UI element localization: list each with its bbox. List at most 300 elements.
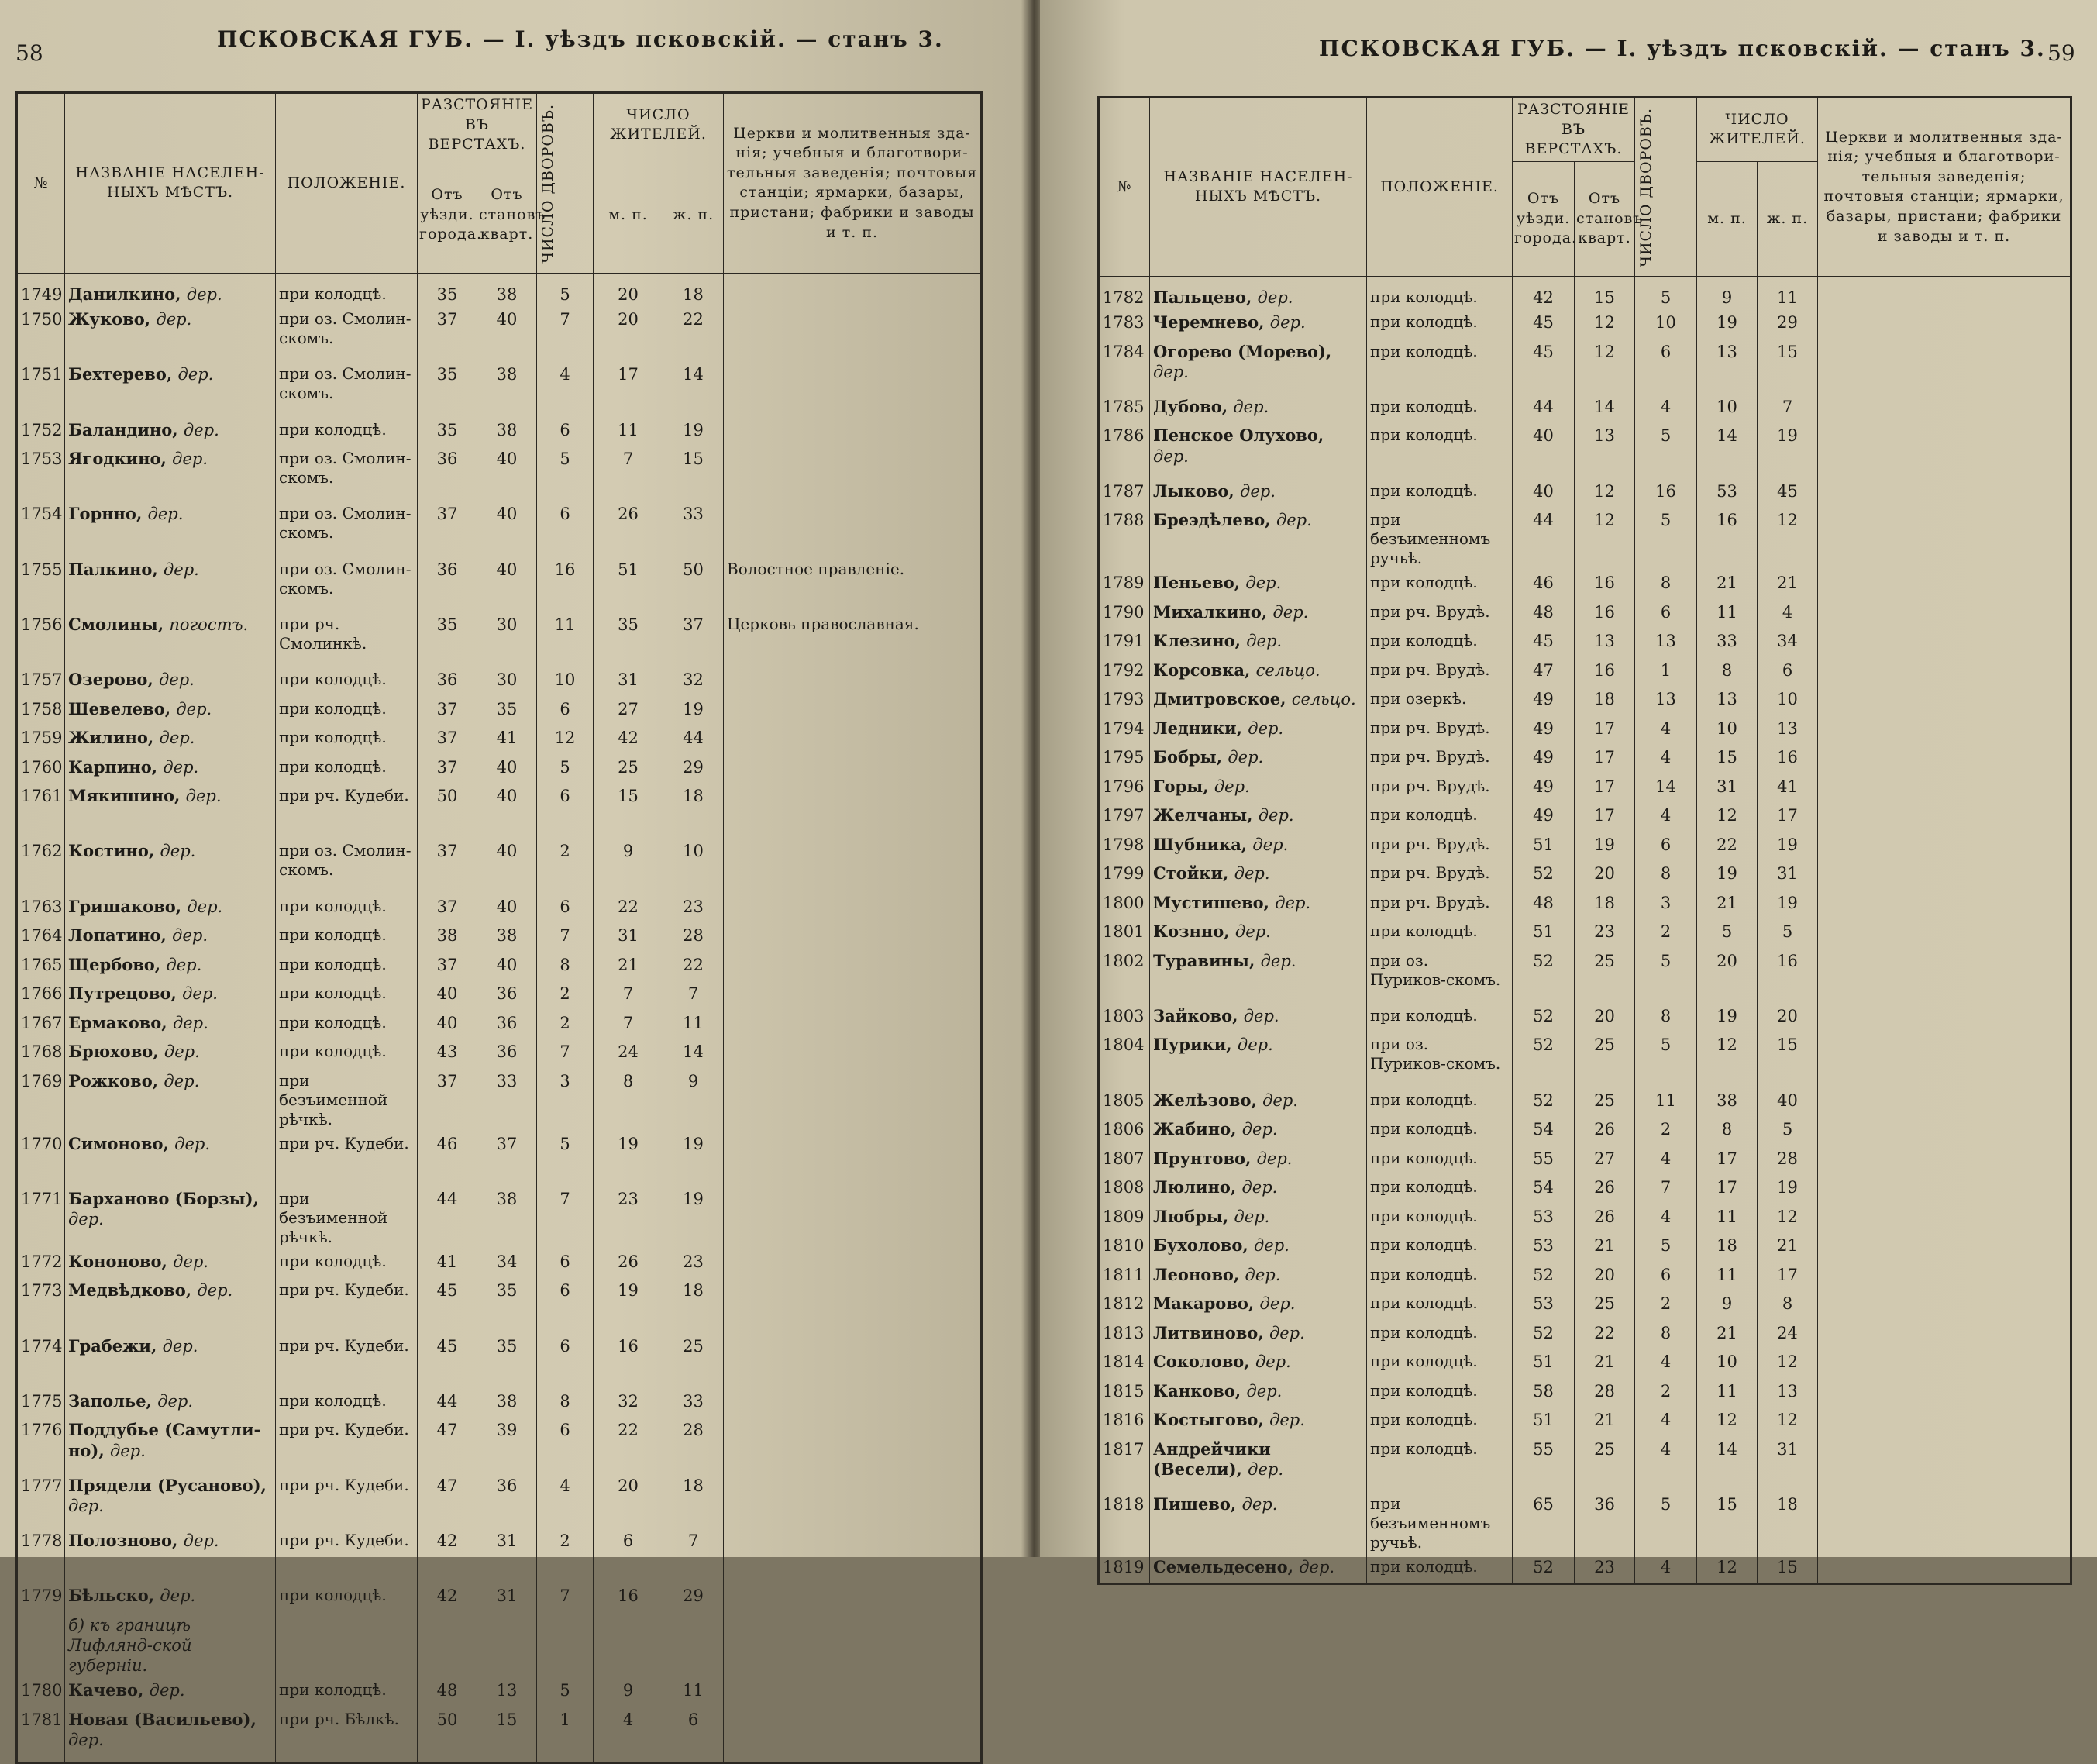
position: при оз. Смолин-скомъ. [276, 446, 418, 501]
female-count: 18 [663, 1278, 724, 1333]
col-female-header: ж. п. [1758, 161, 1818, 276]
settlement-name-text: Пенское Олухово, [1153, 425, 1324, 446]
distance-town: 53 [1513, 1233, 1575, 1263]
distance-town: 49 [1513, 803, 1575, 832]
female-count: 28 [1758, 1146, 1818, 1176]
distance-town: 50 [418, 1707, 477, 1762]
female-count: 8 [1758, 1291, 1818, 1321]
male-count: 27 [594, 697, 663, 726]
col-notes-header: Церкви и молитвенныя зда-нія; учебныя и благотвори-тельныя заведенія; почтовыя станціи; ярмарки, базары, пристани; фабрики и заводы и т. п. [1818, 98, 2071, 277]
notes [724, 362, 982, 417]
settlement-name [1150, 600, 1367, 629]
male-count: 13 [1697, 339, 1758, 394]
distance-stan: 40 [477, 501, 537, 556]
row-number: 1807 [1099, 1146, 1150, 1176]
settlement-name-text: Дмитровское, [1153, 689, 1286, 709]
notes [1818, 1233, 2071, 1263]
row-number: 1751 [17, 362, 65, 417]
distance-town: 49 [1513, 774, 1575, 804]
distance-stan: 25 [1575, 1088, 1635, 1118]
position: при оз. Смолин-скомъ. [276, 557, 418, 612]
male-count: 21 [1697, 570, 1758, 600]
settlement-name-text: Кононово, [68, 1251, 167, 1271]
settlement-kind: дер. [1246, 1381, 1283, 1401]
table-row [1099, 1204, 2071, 1234]
male-count: 26 [594, 501, 663, 556]
settlement-name [1150, 570, 1367, 600]
yards-count: 14 [1635, 774, 1697, 804]
distance-town: 40 [418, 1011, 477, 1040]
position: при оз. Смолин-скомъ. [276, 839, 418, 894]
distance-town: 37 [418, 755, 477, 784]
settlement-kind: дер. [1272, 602, 1309, 622]
settlement-name-text: Андрейчики (Весели), [1153, 1438, 1271, 1479]
settlement-name [65, 273, 276, 307]
position: при рч. Кудеби. [276, 1334, 418, 1389]
male-count: 9 [1697, 1291, 1758, 1321]
settlement-kind: дер. [164, 1071, 200, 1090]
row-number: 1796 [1099, 774, 1150, 804]
yards-count: 3 [537, 1069, 594, 1132]
table-row [1099, 394, 2071, 424]
position: при колодцѣ. [276, 273, 418, 307]
distance-town: 45 [1513, 310, 1575, 339]
distance-town: 52 [1513, 1032, 1575, 1087]
settlement-kind: дер. [1255, 1352, 1291, 1372]
settlement-kind: дер. [1246, 632, 1283, 651]
male-count: 6 [594, 1528, 663, 1583]
male-count: 17 [1697, 1175, 1758, 1204]
male-count: 22 [594, 1418, 663, 1473]
table-row [1099, 774, 2071, 804]
settlement-kind: дер. [149, 1681, 185, 1700]
settlement-kind: дер. [68, 1210, 104, 1229]
notes [1818, 339, 2071, 394]
distance-stan: 26 [1575, 1204, 1635, 1234]
male-count: 11 [1697, 1379, 1758, 1408]
settlement-name [1150, 891, 1367, 920]
notes [1818, 919, 2071, 949]
table-row [17, 1011, 982, 1040]
table-row [1099, 891, 2071, 920]
distance-town: 38 [418, 923, 477, 953]
position: при рч. Врудѣ. [1367, 861, 1513, 891]
position: при рч. Кудеби. [276, 1278, 418, 1333]
distance-stan: 21 [1575, 1349, 1635, 1379]
yards-count: 6 [537, 784, 594, 839]
settlement-name-text: Желѣзово, [1153, 1090, 1257, 1110]
settlement-name-text: Рожково, [68, 1070, 159, 1090]
position: при рч. Врудѣ. [1367, 891, 1513, 920]
position: при рч. Врудѣ. [1367, 600, 1513, 629]
distance-town: 37 [418, 307, 477, 362]
position: при колодцѣ. [276, 667, 418, 697]
settlement-name-text: Леоново, [1153, 1264, 1240, 1284]
settlement-name [1150, 745, 1367, 774]
row-number: 1780 [17, 1678, 65, 1707]
settlement-kind: погостъ. [169, 615, 249, 634]
settlement-name-text: Клезино, [1153, 631, 1241, 651]
yards-count: 1 [1635, 658, 1697, 687]
settlement-name-text: Шевелево, [68, 698, 171, 718]
position: при колодцѣ. [276, 1249, 418, 1279]
settlement-name-text: Медвѣдково, [68, 1280, 192, 1301]
distance-stan: 36 [1575, 1492, 1635, 1555]
settlement-kind: дер. [157, 1391, 194, 1411]
female-count: 29 [1758, 310, 1818, 339]
settlement-name-text: Литвиново, [1153, 1322, 1264, 1342]
distance-town: 52 [1513, 861, 1575, 891]
row-number: 1800 [1099, 891, 1150, 920]
table-row [1099, 1321, 2071, 1350]
settlement-name-text: Желчаны, [1153, 805, 1253, 825]
female-count: 44 [663, 725, 724, 755]
distance-town: 49 [1513, 716, 1575, 746]
settlement-name-text: Стойки, [1153, 863, 1229, 884]
position: при рч. Врудѣ. [1367, 745, 1513, 774]
settlement-name [65, 1069, 276, 1132]
row-number: 1787 [1099, 479, 1150, 508]
female-count: 28 [663, 923, 724, 953]
notes [1818, 1117, 2071, 1146]
distance-stan: 27 [1575, 1146, 1635, 1176]
settlement-name [65, 667, 276, 697]
settlement-name [1150, 1492, 1367, 1555]
settlement-kind: дер. [173, 1252, 208, 1271]
settlement-kind: дер. [174, 1134, 210, 1153]
male-count: 5 [1697, 919, 1758, 949]
table-row [17, 273, 982, 307]
row-number: 1773 [17, 1278, 65, 1333]
table-row [1099, 919, 2071, 949]
row-number: 1770 [17, 1132, 65, 1187]
male-count: 38 [1697, 1088, 1758, 1118]
male-count: 19 [1697, 310, 1758, 339]
row-number: 1817 [1099, 1437, 1150, 1492]
distance-town: 52 [1513, 949, 1575, 1004]
settlement-name [1150, 1321, 1367, 1350]
notes [1818, 629, 2071, 658]
settlement-kind: сельцо. [1255, 660, 1321, 680]
row-number: 1750 [17, 307, 65, 362]
row-number: 1763 [17, 894, 65, 924]
female-count: 15 [1758, 1555, 1818, 1584]
row-number: 1805 [1099, 1088, 1150, 1118]
row-number: 1786 [1099, 423, 1150, 478]
distance-town: 51 [1513, 1349, 1575, 1379]
female-count: 5 [1758, 919, 1818, 949]
distance-town: 52 [1513, 1263, 1575, 1292]
yards-count: 5 [1635, 1492, 1697, 1555]
position: при колодцѣ. [276, 697, 418, 726]
distance-town: 36 [418, 446, 477, 501]
notes [724, 501, 982, 556]
row-number: 1810 [1099, 1233, 1150, 1263]
notes [1818, 1004, 2071, 1033]
distance-stan: 28 [1575, 1379, 1635, 1408]
yards-count: 6 [537, 697, 594, 726]
notes: Волостное правленіе. [724, 557, 982, 612]
distance-stan: 39 [477, 1418, 537, 1473]
settlement-kind: дер. [162, 1336, 198, 1356]
table-row [1099, 1146, 2071, 1176]
position: при рч. Врудѣ. [1367, 716, 1513, 746]
male-count: 8 [1697, 658, 1758, 687]
settlement-name [65, 418, 276, 447]
male-count: 12 [1697, 1407, 1758, 1437]
settlement-name-text: Горнно, [68, 504, 143, 524]
yards-count: 5 [1635, 949, 1697, 1004]
notes [724, 697, 982, 726]
distance-stan: 20 [1575, 1004, 1635, 1033]
distance-stan: 40 [477, 307, 537, 362]
position: при оз. Пуриков-скомъ. [1367, 1032, 1513, 1087]
yards-count: 6 [537, 1249, 594, 1279]
settlement-kind: дер. [177, 365, 214, 384]
female-count: 16 [1758, 745, 1818, 774]
settlement-name [1150, 716, 1367, 746]
distance-stan: 38 [477, 923, 537, 953]
distance-town: 44 [418, 1187, 477, 1249]
table-row [17, 1069, 982, 1132]
yards-count: 8 [1635, 1321, 1697, 1350]
female-count [663, 1613, 724, 1679]
position: при рч. Врудѣ. [1367, 774, 1513, 804]
distance-stan: 23 [1575, 1555, 1635, 1584]
table-row [17, 418, 982, 447]
position: при рч. Кудеби. [276, 1418, 418, 1473]
settlement-kind: дер. [1243, 1006, 1279, 1025]
notes [724, 1418, 982, 1473]
row-number: 1756 [17, 612, 65, 667]
row-number: 1755 [17, 557, 65, 612]
yards-count: 2 [1635, 1379, 1697, 1408]
settlement-name [65, 1389, 276, 1418]
female-count: 33 [663, 1389, 724, 1418]
row-number: 1785 [1099, 394, 1150, 424]
settlement-kind: дер. [1241, 1494, 1278, 1514]
settlements-table [15, 91, 983, 1764]
settlement-name [1150, 861, 1367, 891]
settlement-name [1150, 1088, 1367, 1118]
female-count: 18 [1758, 1492, 1818, 1555]
settlement-name [1150, 1555, 1367, 1584]
yards-count: 2 [1635, 1291, 1697, 1321]
position: при рч. Бѣлкѣ. [276, 1707, 418, 1762]
female-count: 19 [663, 418, 724, 447]
settlement-name [65, 1418, 276, 1473]
notes [1818, 658, 2071, 687]
settlement-name [1150, 310, 1367, 339]
settlement-name-text: Люлино, [1153, 1177, 1237, 1197]
settlement-name-text: Соколово, [1153, 1352, 1250, 1372]
female-count: 6 [663, 1707, 724, 1762]
notes [724, 755, 982, 784]
distance-stan: 12 [1575, 339, 1635, 394]
distance-town: 44 [1513, 508, 1575, 570]
distance-stan: 12 [1575, 310, 1635, 339]
distance-town: 48 [418, 1678, 477, 1707]
settlement-name-text: Бобры, [1153, 747, 1223, 767]
distance-town: 45 [418, 1278, 477, 1333]
yards-count: 6 [537, 501, 594, 556]
row-number: 1768 [17, 1039, 65, 1069]
female-count: 14 [663, 1039, 724, 1069]
col-position-header: ПОЛОЖЕНІЕ. [1367, 98, 1513, 277]
position: при колодцѣ. [276, 1039, 418, 1069]
settlement-name-text: Черемнево, [1153, 312, 1265, 332]
position: при колодцѣ. [1367, 479, 1513, 508]
female-count: 15 [1758, 339, 1818, 394]
position: при колодцѣ. [276, 981, 418, 1011]
row-number: 1758 [17, 697, 65, 726]
female-count: 17 [1758, 1263, 1818, 1292]
settlement-name-text: Мустишево, [1153, 892, 1269, 912]
notes [1818, 1263, 2071, 1292]
yards-count: 7 [537, 1187, 594, 1249]
table-row [17, 1278, 982, 1333]
row-number: 1760 [17, 755, 65, 784]
table-row [17, 1132, 982, 1187]
table-row [1099, 1492, 2071, 1555]
position: при колодцѣ. [276, 1011, 418, 1040]
male-count: 24 [594, 1039, 663, 1069]
female-count: 19 [663, 1187, 724, 1249]
notes [1818, 423, 2071, 478]
row-number: 1789 [1099, 570, 1150, 600]
table-row [17, 1583, 982, 1613]
notes [724, 273, 982, 307]
female-count: 21 [1758, 1233, 1818, 1263]
yards-count: 8 [1635, 1004, 1697, 1033]
settlement-name [1150, 1379, 1367, 1408]
settlement-name [65, 839, 276, 894]
table-row [1099, 1117, 2071, 1146]
notes [1818, 1379, 2071, 1408]
table-row [17, 1528, 982, 1583]
male-count: 19 [1697, 861, 1758, 891]
row-number: 1777 [17, 1473, 65, 1528]
row-number [17, 1613, 65, 1679]
notes [1818, 1349, 2071, 1379]
settlement-name [1150, 1204, 1367, 1234]
notes [724, 1187, 982, 1249]
position: при колодцѣ. [1367, 310, 1513, 339]
distance-town: 54 [1513, 1117, 1575, 1146]
row-number: 1764 [17, 923, 65, 953]
position: при колодцѣ. [1367, 339, 1513, 394]
row-number: 1784 [1099, 339, 1150, 394]
notes [1818, 1146, 2071, 1176]
distance-stan: 30 [477, 667, 537, 697]
notes [1818, 891, 2071, 920]
settlement-name-text: Данилкино, [68, 284, 181, 304]
settlement-name [1150, 479, 1367, 508]
table-row [1099, 832, 2071, 862]
male-count: 14 [1697, 423, 1758, 478]
settlement-name [65, 557, 276, 612]
female-count: 18 [663, 1473, 724, 1528]
distance-stan: 41 [477, 725, 537, 755]
settlement-name-text: Пурики, [1153, 1035, 1232, 1055]
settlement-name [65, 784, 276, 839]
row-number: 1778 [17, 1528, 65, 1583]
position: при колодцѣ. [1367, 423, 1513, 478]
table-row [1099, 1175, 2071, 1204]
row-number: 1808 [1099, 1175, 1150, 1204]
settlement-name [65, 1011, 276, 1040]
female-count: 28 [663, 1418, 724, 1473]
female-count: 24 [1758, 1321, 1818, 1350]
settlement-name [1150, 774, 1367, 804]
settlement-name [65, 362, 276, 417]
settlement-name [65, 446, 276, 501]
female-count: 7 [1758, 394, 1818, 424]
settlement-kind: дер. [164, 1042, 200, 1062]
notes [1818, 508, 2071, 570]
col-distance-header: РАЗСТОЯНІЕ ВЪ ВЕРСТАХЪ. [1513, 98, 1635, 162]
row-number: 1816 [1099, 1407, 1150, 1437]
settlement-kind: дер. [1269, 313, 1306, 332]
right-page [1040, 0, 2097, 1576]
position: при колодцѣ. [276, 1678, 418, 1707]
row-number: 1767 [17, 1011, 65, 1040]
position: при безъименномъ ручьѣ. [1367, 508, 1513, 570]
female-count: 19 [1758, 891, 1818, 920]
notes [724, 1678, 982, 1707]
yards-count: 4 [537, 1473, 594, 1528]
yards-count: 5 [1635, 1233, 1697, 1263]
table-row [17, 1613, 982, 1679]
distance-stan: 40 [477, 557, 537, 612]
male-count: 11 [594, 418, 663, 447]
table-row [17, 1418, 982, 1473]
distance-town: 46 [418, 1132, 477, 1187]
table-row [1099, 1407, 2071, 1437]
settlement-name-text: Михалкино, [1153, 601, 1268, 622]
male-count: 10 [1697, 1349, 1758, 1379]
settlement-name-text: Карпино, [68, 756, 158, 777]
male-count: 16 [594, 1583, 663, 1613]
notes [1818, 832, 2071, 862]
notes [1818, 803, 2071, 832]
settlement-name-text: Бухолово, [1153, 1235, 1248, 1256]
distance-town: 53 [1513, 1204, 1575, 1234]
col-dist-stan-header: Отъ становъ кварт. [1575, 161, 1635, 276]
notes [724, 1583, 982, 1613]
settlement-name-text: Горы, [1153, 776, 1209, 796]
distance-stan: 40 [477, 894, 537, 924]
settlement-kind: дер. [172, 1013, 208, 1032]
notes [724, 1473, 982, 1528]
notes [1818, 1321, 2071, 1350]
yards-count: 4 [1635, 1407, 1697, 1437]
settlement-kind: дер. [1237, 1035, 1273, 1055]
distance-town: 35 [418, 362, 477, 417]
row-number: 1754 [17, 501, 65, 556]
settlement-kind: дер. [185, 787, 222, 806]
table-row [17, 923, 982, 953]
distance-town: 52 [1513, 1004, 1575, 1033]
col-position-header: ПОЛОЖЕНІЕ. [276, 93, 418, 274]
running-head: ПСКОВСКАЯ ГУБ. — I. уѣздъ псковскій. — станъ 3. [1319, 36, 2046, 61]
distance-stan: 17 [1575, 745, 1635, 774]
settlement-name-text: Дубово, [1153, 396, 1228, 416]
distance-stan: 38 [477, 362, 537, 417]
female-count: 14 [663, 362, 724, 417]
settlement-kind: дер. [182, 984, 218, 1004]
settlement-name-text: Ермаково, [68, 1012, 167, 1032]
